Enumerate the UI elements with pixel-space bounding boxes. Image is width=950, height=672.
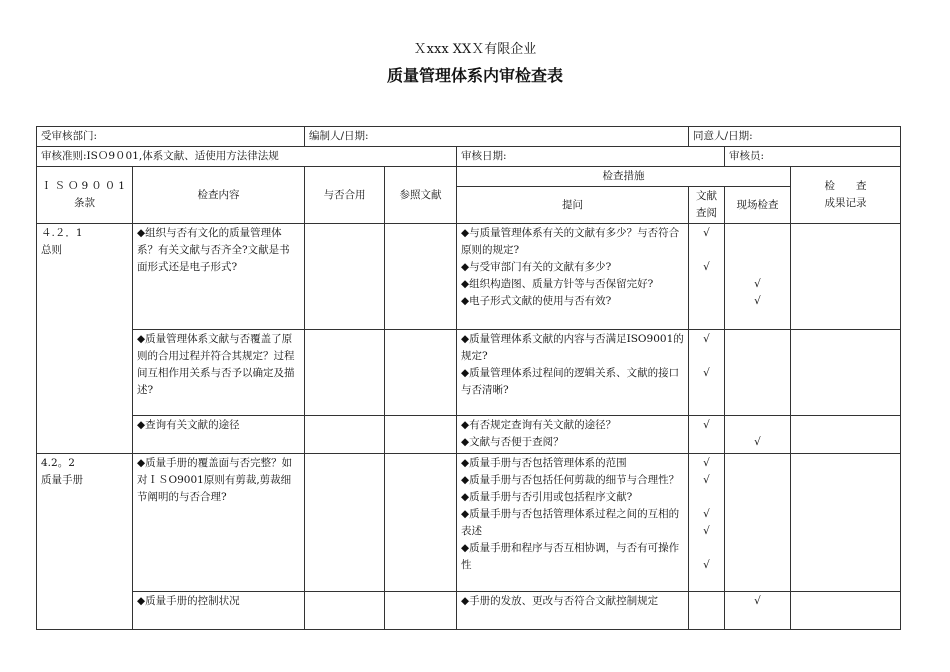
question-item: ◆文献与否便于查阅？ <box>461 436 564 448</box>
header-applicable: 与否合用 <box>305 167 385 224</box>
question-item: ◆质量管理体系文献的内容与否满足ISO9001的规定? <box>461 333 684 362</box>
reference-cell <box>385 224 457 330</box>
site-check-cell <box>725 592 791 630</box>
check-mark: √ <box>703 525 710 537</box>
check-mark: √ <box>703 227 710 239</box>
content-cell: ◆质量手册的控制状况 <box>133 592 305 630</box>
content-cell: ◆质量手册的覆盖面与否完整？如对ＩＳO9001原则有剪裁,剪裁细节阐明的与否合理? <box>133 454 305 592</box>
check-mark: √ <box>703 419 710 431</box>
page-title: 质量管理体系内审检查表 <box>386 66 563 85</box>
content-cell: ◆质量管理体系文献与否覆盖了原则的合用过程并符合其规定？过程间互相作用关系与否予以确定及描述? <box>133 330 305 416</box>
result-cell <box>791 454 901 592</box>
doc-review-cell <box>689 592 725 630</box>
header-result-label-2: 成果记录 <box>824 197 867 209</box>
site-check-cell <box>725 330 791 416</box>
question-item: ◆与受审部门有关的文献有多少? <box>461 261 612 273</box>
result-cell <box>791 416 901 454</box>
criteria-label: 审核准则:ISＯ9０01,体系文献、适使用方法律法规 <box>37 147 457 167</box>
header-clause-label-2: 条款 <box>74 197 95 209</box>
reference-cell <box>385 592 457 630</box>
clause-name: 质量手册 <box>41 474 83 486</box>
doc-review-cell <box>689 416 725 454</box>
site-check-cell <box>725 416 791 454</box>
clause-number: ４.２．1 <box>41 227 83 239</box>
table-row <box>37 454 901 592</box>
question-item: ◆质量管理体系过程间的逻辑关系、文献的接口与否清晰? <box>461 367 680 396</box>
header-measures: 检查措施 <box>457 167 791 187</box>
doc-review-cell <box>689 224 725 330</box>
question-cell <box>457 330 689 416</box>
header-question: 提问 <box>457 187 689 224</box>
header-site-check: 现场检查 <box>725 187 791 224</box>
site-check-cell <box>725 454 791 592</box>
question-item: ◆质量手册与否包括任何剪裁的细节与合理性？ <box>461 474 680 486</box>
check-mark: √ <box>703 559 710 571</box>
approver-label: 同意人/日期: <box>689 127 901 147</box>
check-mark: √ <box>703 333 710 345</box>
question-cell <box>457 454 689 592</box>
check-mark: √ <box>703 474 710 486</box>
check-mark: √ <box>754 436 761 448</box>
applicable-cell <box>305 330 385 416</box>
clause-number: 4.2。2 <box>41 457 75 469</box>
doc-review-cell <box>689 454 725 592</box>
clause-cell-421 <box>37 224 133 454</box>
header-result <box>791 167 901 224</box>
content-cell: ◆查询有关文献的途径 <box>133 416 305 454</box>
site-check-cell <box>725 224 791 330</box>
question-item: ◆质量手册和程序与否互相协调，与否有可操作性 <box>461 542 680 571</box>
content-cell: ◆组织与否有文化的质量管理体系？有关文献与否齐全?文献是书面形式还是电子形式? <box>133 224 305 330</box>
clause-cell-422 <box>37 454 133 630</box>
info-row-2 <box>37 147 901 167</box>
table-row <box>37 330 901 416</box>
header-content: 检查内容 <box>133 167 305 224</box>
header-clause-label: ＩＳＯ9００1 <box>41 180 128 192</box>
result-cell <box>791 330 901 416</box>
applicable-cell <box>305 454 385 592</box>
table-row <box>37 416 901 454</box>
question-item: ◆电子形式文献的使用与否有效? <box>461 295 612 307</box>
question-item: ◆质量手册与否包括管理体系的范围 <box>461 457 627 469</box>
applicable-cell <box>305 592 385 630</box>
question-item: ◆有否规定查询有关文献的途径？ <box>461 419 617 431</box>
auditor-label: 审核员: <box>725 147 901 167</box>
dept-label: 受审核部门: <box>37 127 305 147</box>
header-result-label: 检 查 <box>824 180 867 192</box>
question-item: ◆质量手册与否包括管理体系过程之间的互相的表述 <box>461 508 680 537</box>
table-row <box>37 224 901 330</box>
question-item: ◆与质量管理体系有关的文献有多少？与否符合原则的规定? <box>461 227 680 256</box>
audit-checklist-table <box>36 126 901 630</box>
check-mark: √ <box>703 261 710 273</box>
clause-name: 总则 <box>41 244 62 256</box>
editor-label: 编制人/日期: <box>305 127 689 147</box>
table-row <box>37 592 901 630</box>
info-row-1 <box>37 127 901 147</box>
applicable-cell <box>305 416 385 454</box>
doc-review-cell <box>689 330 725 416</box>
check-mark: √ <box>703 508 710 520</box>
applicable-cell <box>305 224 385 330</box>
reference-cell <box>385 454 457 592</box>
question-item: ◆质量手册与否引用或包括程序文献? <box>461 491 633 503</box>
question-cell <box>457 224 689 330</box>
header-reference: 参照文献 <box>385 167 457 224</box>
audit-date-label: 审核日期: <box>457 147 725 167</box>
result-cell <box>791 592 901 630</box>
check-mark: √ <box>703 457 710 469</box>
check-mark: √ <box>754 278 761 290</box>
check-mark: √ <box>754 295 761 307</box>
question-cell: ◆手册的发放、更改与否符合文献控制规定 <box>457 592 689 630</box>
reference-cell <box>385 416 457 454</box>
check-mark: √ <box>703 367 710 379</box>
reference-cell <box>385 330 457 416</box>
header-row-1 <box>37 167 901 187</box>
result-cell <box>791 224 901 330</box>
company-name: Ｘxxx XXＸ有限企业 <box>413 42 537 57</box>
check-mark: √ <box>754 595 761 607</box>
header-clause <box>37 167 133 224</box>
question-item: ◆组织构造图、质量方针等与否保留完好? <box>461 278 654 290</box>
question-cell <box>457 416 689 454</box>
header-doc-review: 文献查阅 <box>689 187 725 224</box>
